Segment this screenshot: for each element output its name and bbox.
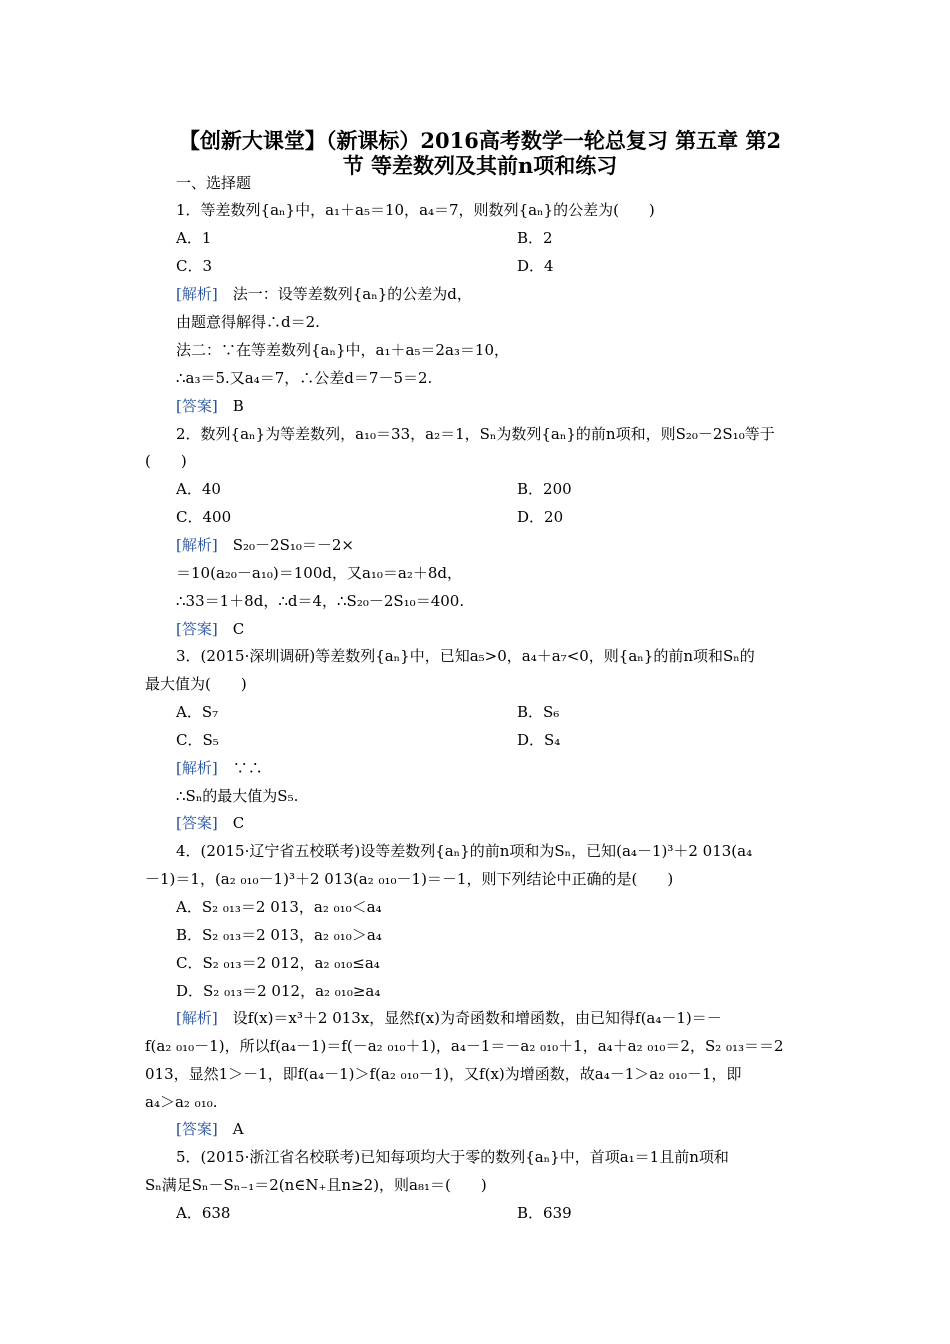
text-line — [176, 1147, 729, 1167]
text-line — [176, 925, 382, 945]
line-text: 5．(2015·浙江省名校联考)已知每项均大于零的数列{aₙ}中，首项a₁＝1且前n项和 — [176, 1148, 729, 1166]
text-line — [176, 981, 380, 1001]
section-tag: [答案] — [176, 397, 218, 415]
text-line — [176, 897, 382, 917]
text-line — [176, 953, 380, 973]
line-text: A．1 — [176, 229, 212, 247]
line-text: ∴Sₙ的最大值为S₅. — [176, 787, 299, 805]
text-line — [176, 841, 752, 861]
text-line — [176, 1203, 230, 1223]
line-text: A．638 — [176, 1204, 231, 1222]
text-line — [517, 256, 554, 276]
line-text: A．S₂ ₀₁₃＝2 013，a₂ ₀₁₀＜a₄ — [176, 898, 382, 916]
text-line — [176, 228, 211, 248]
text-line — [176, 646, 755, 666]
line-text: B．S₂ ₀₁₃＝2 013，a₂ ₀₁₀＞a₄ — [176, 926, 382, 944]
text-line — [176, 813, 244, 833]
line-text: D．20 — [517, 508, 564, 526]
text-line — [176, 1008, 722, 1028]
line-text: C．S₅ — [176, 731, 219, 749]
line-text: D．4 — [517, 257, 554, 275]
line-text: B．639 — [517, 1204, 572, 1222]
line-text: C — [217, 814, 245, 832]
text-line — [145, 1064, 742, 1084]
text-line — [176, 256, 212, 276]
line-text: a₄＞a₂ ₀₁₀. — [145, 1093, 218, 1111]
line-text: 一、选择题 — [176, 174, 252, 192]
text-line — [176, 758, 263, 778]
line-text: ∵∴ — [217, 759, 263, 777]
text-line — [176, 619, 244, 639]
section-tag: [答案] — [176, 620, 218, 638]
line-text: Sₙ满足Sₙ－Sₙ₋₁＝2(n∈N₊且n≥2)，则a₈₁＝( ) — [145, 1176, 487, 1194]
line-text: B．2 — [517, 229, 553, 247]
text-line — [176, 173, 251, 193]
line-text: ∴33＝1＋8d，∴d＝4，∴S₂₀－2S₁₀＝400. — [176, 592, 465, 610]
text-line — [517, 507, 563, 527]
section-tag: [解析] — [176, 285, 218, 303]
text-line — [176, 786, 298, 806]
text-line — [145, 1175, 487, 1195]
text-line — [517, 228, 553, 248]
line-text: A．S₇ — [176, 703, 219, 721]
text-line — [145, 1036, 784, 1056]
text-line — [176, 507, 231, 527]
text-line — [176, 535, 354, 555]
line-text: B — [217, 397, 244, 415]
text-line — [176, 200, 655, 220]
line-text: A．40 — [176, 480, 221, 498]
text-line — [176, 563, 462, 583]
text-line — [145, 451, 187, 471]
text-line — [145, 674, 247, 694]
line-text: ∴a₃＝5.又a₄＝7，∴公差d＝7－5＝2. — [176, 369, 433, 387]
section-tag: [解析] — [176, 536, 218, 554]
line-text: f(a₂ ₀₁₀－1)，所以f(a₄－1)＝f(－a₂ ₀₁₀＋1)，a₄－1＝－a₂ ₀₁₀＋1，a₄＋a₂ ₀₁₀＝2，S₂ ₀₁₃＝＝2 — [145, 1037, 784, 1055]
text-line — [176, 312, 320, 332]
line-text: A — [217, 1120, 244, 1138]
section-tag: [解析] — [176, 1009, 218, 1027]
text-line — [145, 1092, 218, 1112]
line-text: C．S₂ ₀₁₃＝2 012，a₂ ₀₁₀≤a₄ — [176, 954, 380, 972]
text-line — [517, 702, 559, 722]
text-line — [176, 479, 221, 499]
line-text: －1)＝1，(a₂ ₀₁₀－1)³＋2 013(a₂ ₀₁₀－1)＝－1，则下列结论中正确的是( ) — [145, 870, 674, 888]
line-text: 由题意得解得∴d＝2. — [176, 313, 320, 331]
line-text: ＝10(a₂₀－a₁₀)＝100d，又a₁₀＝a₂＋8d， — [176, 564, 463, 582]
line-text: C．400 — [176, 508, 232, 526]
text-line — [517, 479, 572, 499]
text-line — [517, 730, 560, 750]
line-text: ( ) — [145, 452, 187, 470]
text-line — [176, 340, 509, 360]
line-text: 4．(2015·辽宁省五校联考)设等差数列{aₙ}的前n项和为Sₙ，已知(a₄－1)³＋2 013(a₄ — [176, 842, 753, 860]
line-text: 3．(2015·深圳调研)等差数列{aₙ}中，已知a₅>0，a₄＋a₇<0，则{aₙ}的前n项和Sₙ的 — [176, 647, 755, 665]
line-text: S₂₀－2S₁₀＝－2× — [217, 536, 354, 554]
line-text: 法一：设等差数列{aₙ}的公差为d， — [217, 285, 472, 303]
line-text: D．S₄ — [517, 731, 561, 749]
text-line — [176, 730, 219, 750]
line-text: C — [217, 620, 245, 638]
document-title-line-1: 【创新大课堂】（新课标）2016高考数学一轮总复习 第五章 第2 — [178, 128, 782, 153]
document-title-line-2: 节 等差数列及其前n项和练习 — [342, 153, 618, 178]
line-text: 013，显然1＞－1，即f(a₄－1)＞f(a₂ ₀₁₀－1)，又f(x)为增函数，故a₄－1＞a₂ ₀₁₀－1，即 — [145, 1065, 742, 1083]
section-tag: [解析] — [176, 759, 218, 777]
line-text: 2．数列{aₙ}为等差数列，a₁₀＝33，a₂＝1，Sₙ为数列{aₙ}的前n项和，则S₂₀－2S₁₀等于 — [176, 425, 775, 443]
text-line — [176, 368, 432, 388]
text-line — [517, 1203, 572, 1223]
line-text: B．200 — [517, 480, 572, 498]
line-text: 最大值为( ) — [145, 675, 247, 693]
section-tag: [答案] — [176, 814, 218, 832]
text-line — [176, 424, 775, 444]
line-text: D．S₂ ₀₁₃＝2 012，a₂ ₀₁₀≥a₄ — [176, 982, 381, 1000]
text-line — [145, 869, 673, 889]
line-text: C．3 — [176, 257, 213, 275]
text-line — [176, 284, 472, 304]
text-line — [176, 396, 244, 416]
line-text: 1．等差数列{aₙ}中，a₁＋a₅＝10，a₄＝7，则数列{aₙ}的公差为( ) — [176, 201, 655, 219]
text-line — [176, 1119, 244, 1139]
line-text: B．S₆ — [517, 703, 560, 721]
text-line — [176, 702, 218, 722]
text-line — [176, 591, 464, 611]
line-text: 法二：∵在等差数列{aₙ}中，a₁＋a₅＝2a₃＝10， — [176, 341, 510, 359]
line-text: 设f(x)＝x³＋2 013x，显然f(x)为奇函数和增函数，由已知得f(a₄－1)＝－ — [217, 1009, 722, 1027]
section-tag: [答案] — [176, 1120, 218, 1138]
